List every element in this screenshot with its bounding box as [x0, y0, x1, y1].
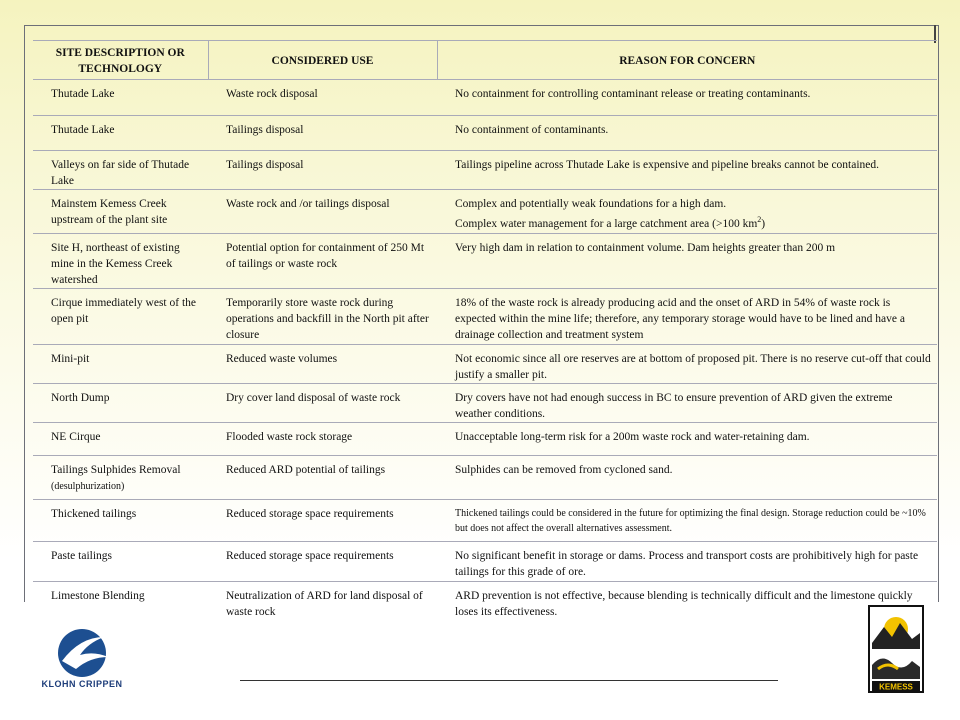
superscript: 2 — [757, 215, 762, 224]
concerns-table — [33, 40, 937, 620]
table-row — [33, 542, 937, 582]
reason-line-2-end: ) — [761, 217, 766, 230]
kemess-logo — [868, 605, 924, 693]
cell-site-small: (desulphurization) — [51, 481, 125, 492]
cell-use: Reduced storage space requirements — [208, 542, 437, 582]
header-site: SITE DESCRIPTION OR TECHNOLOGY — [33, 41, 208, 80]
cell-use: Neutralization of ARD for land disposal of waste rock — [208, 582, 437, 621]
cell-site: Thickened tailings — [33, 500, 208, 542]
cell-site: Mini-pit — [33, 345, 208, 384]
cell-reason: No significant benefit in storage or dams. Process and transport costs are prohibitively high for paste tailings for this grade of ore. — [437, 542, 937, 582]
cell-site: Limestone Blending — [33, 582, 208, 621]
klohn-crippen-wordmark: KLOHN CRIPPEN — [41, 679, 123, 689]
footer-rule — [240, 680, 778, 681]
table-row — [33, 234, 937, 289]
kemess-wordmark: KEMESS — [879, 682, 913, 692]
cell-use: Temporarily store waste rock during operations and backfill in the North pit after closure — [208, 289, 437, 345]
cell-use: Tailings disposal — [208, 151, 437, 190]
cell-site: Cirque immediately west of the open pit — [33, 289, 208, 345]
cell-reason: Tailings pipeline across Thutade Lake is expensive and pipeline breaks cannot be contained. — [437, 151, 937, 190]
table-row — [33, 116, 937, 151]
cell-use: Dry cover land disposal of waste rock — [208, 384, 437, 423]
header-use: CONSIDERED USE — [208, 41, 437, 80]
cell-site: Paste tailings — [33, 542, 208, 582]
cell-reason: Very high dam in relation to containment volume. Dam heights greater than 200 m — [437, 234, 937, 289]
reason-line-2-text: Complex water management for a large catchment area (>100 km — [455, 217, 758, 230]
cell-site: Site H, northeast of existing mine in the Kemess Creek watershed — [33, 234, 208, 289]
cell-reason: No containment of contaminants. — [437, 116, 937, 151]
cell-site: NE Cirque — [33, 423, 208, 456]
table-row — [33, 456, 937, 500]
cell-site: Thutade Lake — [33, 116, 208, 151]
table-row — [33, 80, 937, 116]
cell-use: Reduced waste volumes — [208, 345, 437, 384]
table-row — [33, 582, 937, 621]
cell-use: Waste rock and /or tailings disposal — [208, 190, 437, 234]
cell-use: Reduced storage space requirements — [208, 500, 437, 542]
cell-site: Thutade Lake — [33, 80, 208, 116]
cell-use: Flooded waste rock storage — [208, 423, 437, 456]
cell-site — [33, 456, 208, 500]
cell-reason: No containment for controlling contaminant release or treating contaminants. — [437, 80, 937, 116]
cell-site: Mainstem Kemess Creek upstream of the plant site — [33, 190, 208, 234]
cell-reason: Unacceptable long-term risk for a 200m waste rock and water-retaining dam. — [437, 423, 937, 456]
table-row — [33, 500, 937, 542]
table-row — [33, 151, 937, 190]
cell-reason: Dry covers have not had enough success in BC to ensure prevention of ARD given the extreme weather conditions. — [437, 384, 937, 423]
table-row — [33, 289, 937, 345]
reason-line-2 — [455, 212, 931, 232]
table-row — [33, 345, 937, 384]
cell-reason: ARD prevention is not effective, because blending is technically difficult and the limestone quickly loses its effectiveness. — [437, 582, 937, 621]
cell-use: Waste rock disposal — [208, 80, 437, 116]
cell-reason: Thickened tailings could be considered in the future for optimizing the final design. Storage reduction could be ~10% but does not affect the overall alternatives assessment. — [437, 500, 937, 542]
table-row — [33, 190, 937, 234]
cell-use: Reduced ARD potential of tailings — [208, 456, 437, 500]
table-row — [33, 423, 937, 456]
kc-logo-circle — [58, 629, 106, 677]
cell-use: Tailings disposal — [208, 116, 437, 151]
header-reason: REASON FOR CONCERN — [437, 41, 937, 80]
reason-line-1: Complex and potentially weak foundations for a high dam. — [455, 198, 727, 210]
cell-reason: 18% of the waste rock is already producing acid and the onset of ARD in 54% of waste rock is expected within the mine life; therefore, any temporary storage would have to be lined and have a drainage collection and treatment system — [437, 289, 937, 345]
cell-site: Valleys on far side of Thutade Lake — [33, 151, 208, 190]
cell-reason — [437, 190, 937, 234]
cell-use: Potential option for containment of 250 Mt of tailings or waste rock — [208, 234, 437, 289]
cell-reason: Sulphides can be removed from cycloned sand. — [437, 456, 937, 500]
cell-reason: Not economic since all ore reserves are at bottom of proposed pit. There is no reserve cut-off that could justify a smaller pit. — [437, 345, 937, 384]
table-row — [33, 384, 937, 423]
cell-site-text: Tailings Sulphides Removal — [51, 464, 181, 476]
cell-site: North Dump — [33, 384, 208, 423]
table-header-row — [33, 41, 937, 80]
